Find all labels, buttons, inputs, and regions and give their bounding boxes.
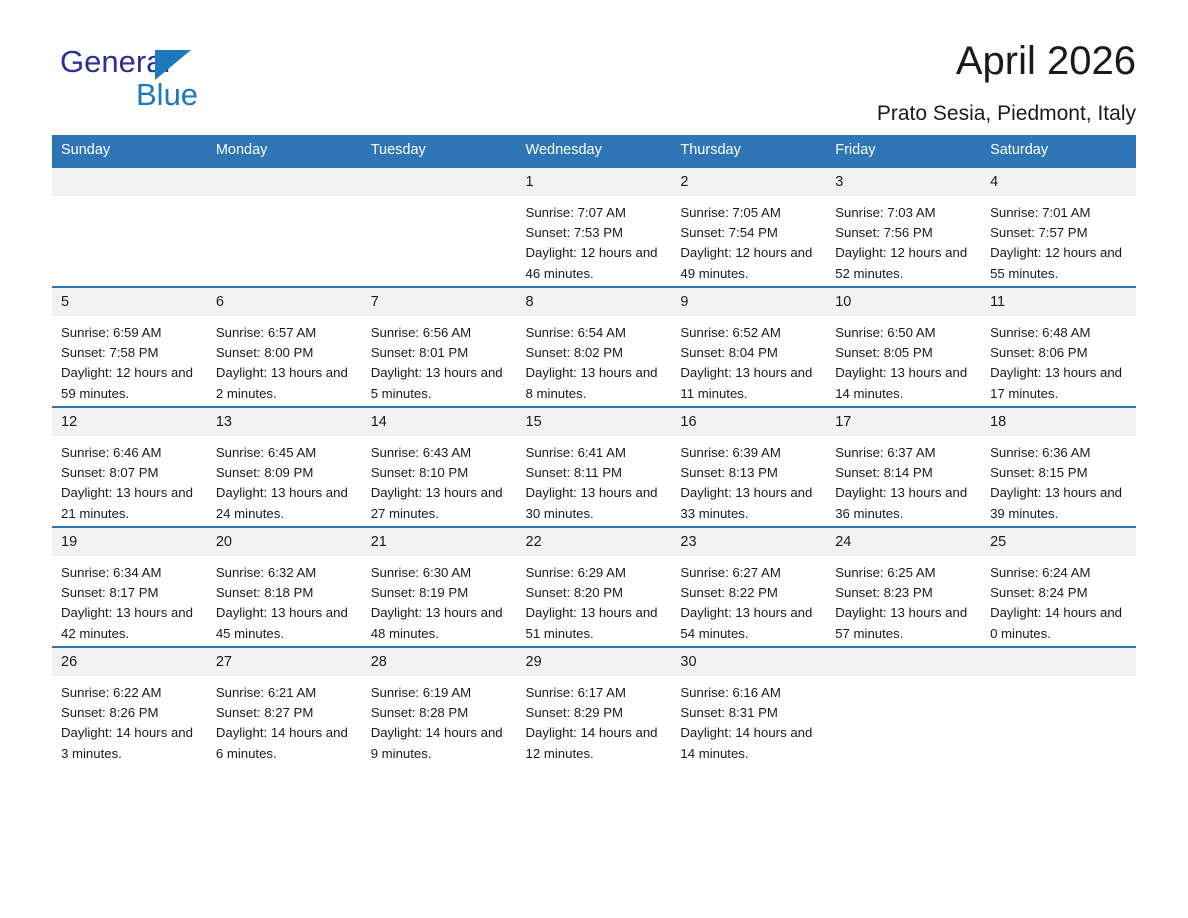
day-cell <box>362 527 517 647</box>
day-number: 11 <box>981 288 1136 316</box>
day-cell <box>981 167 1136 287</box>
day-number: 18 <box>981 408 1136 436</box>
day-info: Sunrise: 6:32 AM Sunset: 8:18 PM Daylight: 13 hours and 45 minutes. <box>215 565 348 641</box>
day-cell <box>517 647 672 766</box>
day-number: 7 <box>362 288 517 316</box>
day-number: 5 <box>52 288 207 316</box>
day-number <box>362 168 517 196</box>
weekday-header-thursday: Thursday <box>671 135 826 167</box>
weekday-header-tuesday: Tuesday <box>362 135 517 167</box>
day-info: Sunrise: 7:03 AM Sunset: 7:56 PM Daylight: 12 hours and 52 minutes. <box>835 205 968 281</box>
day-number <box>826 648 981 676</box>
day-info: Sunrise: 6:36 AM Sunset: 8:15 PM Daylight: 13 hours and 39 minutes. <box>990 445 1123 521</box>
day-info: Sunrise: 6:17 AM Sunset: 8:29 PM Daylight: 14 hours and 12 minutes. <box>525 685 658 761</box>
day-cell <box>981 287 1136 407</box>
day-number: 23 <box>671 528 826 556</box>
day-info: Sunrise: 6:43 AM Sunset: 8:10 PM Daylight: 13 hours and 27 minutes. <box>370 445 503 521</box>
day-cell <box>52 527 207 647</box>
day-info: Sunrise: 6:22 AM Sunset: 8:26 PM Daylight: 14 hours and 3 minutes. <box>61 685 193 761</box>
day-number: 3 <box>826 168 981 196</box>
weekday-header-wednesday: Wednesday <box>517 135 672 167</box>
day-info: Sunrise: 6:39 AM Sunset: 8:13 PM Daylight: 13 hours and 33 minutes. <box>680 445 813 521</box>
day-info: Sunrise: 6:54 AM Sunset: 8:02 PM Daylight: 13 hours and 8 minutes. <box>525 325 658 401</box>
day-number: 19 <box>52 528 207 556</box>
weekday-header-row <box>52 135 1136 167</box>
day-cell <box>671 527 826 647</box>
day-cell <box>362 647 517 766</box>
day-cell <box>826 167 981 287</box>
day-info: Sunrise: 6:37 AM Sunset: 8:14 PM Daylight: 13 hours and 36 minutes. <box>835 445 968 521</box>
day-number: 2 <box>671 168 826 196</box>
day-cell <box>671 407 826 527</box>
day-cell <box>981 407 1136 527</box>
day-number: 10 <box>826 288 981 316</box>
generalblue-logo <box>60 44 320 116</box>
logo-triangle-icon <box>155 50 191 80</box>
calendar-body <box>52 167 1136 766</box>
weekday-header-monday: Monday <box>207 135 362 167</box>
table-row <box>52 167 1136 287</box>
day-cell <box>826 287 981 407</box>
day-cell <box>52 167 207 287</box>
day-info: Sunrise: 6:34 AM Sunset: 8:17 PM Daylight: 13 hours and 42 minutes. <box>61 565 193 641</box>
day-number: 27 <box>207 648 362 676</box>
day-info: Sunrise: 6:21 AM Sunset: 8:27 PM Daylight: 14 hours and 6 minutes. <box>215 685 348 761</box>
day-number: 13 <box>207 408 362 436</box>
day-number: 14 <box>362 408 517 436</box>
day-number: 17 <box>826 408 981 436</box>
day-info <box>826 676 981 683</box>
day-info: Sunrise: 6:57 AM Sunset: 8:00 PM Daylight: 13 hours and 2 minutes. <box>215 325 348 401</box>
day-cell <box>52 407 207 527</box>
title-block <box>877 38 1136 126</box>
day-info <box>981 676 1136 683</box>
logo-text-general: General <box>60 44 171 79</box>
day-info: Sunrise: 6:19 AM Sunset: 8:28 PM Daylight: 14 hours and 9 minutes. <box>370 685 503 761</box>
day-info: Sunrise: 6:16 AM Sunset: 8:31 PM Daylight: 14 hours and 14 minutes. <box>680 685 813 761</box>
table-row <box>52 287 1136 407</box>
day-number: 21 <box>362 528 517 556</box>
day-info: Sunrise: 7:07 AM Sunset: 7:53 PM Daylight: 12 hours and 46 minutes. <box>525 205 658 281</box>
day-number: 24 <box>826 528 981 556</box>
day-info: Sunrise: 7:05 AM Sunset: 7:54 PM Daylight: 12 hours and 49 minutes. <box>680 205 813 281</box>
day-cell <box>671 167 826 287</box>
day-number: 6 <box>207 288 362 316</box>
day-info: Sunrise: 6:29 AM Sunset: 8:20 PM Daylight: 13 hours and 51 minutes. <box>525 565 658 641</box>
day-cell <box>52 287 207 407</box>
day-number <box>52 168 207 196</box>
day-cell <box>826 407 981 527</box>
day-info: Sunrise: 7:01 AM Sunset: 7:57 PM Daylight: 12 hours and 55 minutes. <box>990 205 1123 281</box>
day-cell <box>207 407 362 527</box>
table-row <box>52 527 1136 647</box>
day-cell <box>517 527 672 647</box>
day-number: 22 <box>517 528 672 556</box>
day-cell <box>207 287 362 407</box>
day-info: Sunrise: 6:46 AM Sunset: 8:07 PM Daylight: 13 hours and 21 minutes. <box>61 445 193 521</box>
day-cell <box>52 647 207 766</box>
day-info: Sunrise: 6:48 AM Sunset: 8:06 PM Daylight: 13 hours and 17 minutes. <box>990 325 1123 401</box>
day-cell <box>981 527 1136 647</box>
calendar-table <box>52 135 1136 766</box>
weekday-header-saturday: Saturday <box>981 135 1136 167</box>
day-cell <box>517 407 672 527</box>
day-cell <box>362 167 517 287</box>
table-row <box>52 407 1136 527</box>
day-cell <box>207 167 362 287</box>
day-info: Sunrise: 6:41 AM Sunset: 8:11 PM Daylight: 13 hours and 30 minutes. <box>525 445 658 521</box>
day-number: 26 <box>52 648 207 676</box>
day-cell <box>671 647 826 766</box>
day-cell <box>826 527 981 647</box>
day-number <box>207 168 362 196</box>
day-number: 29 <box>517 648 672 676</box>
day-info: Sunrise: 6:59 AM Sunset: 7:58 PM Daylight: 12 hours and 59 minutes. <box>61 325 193 401</box>
day-cell <box>517 167 672 287</box>
day-cell <box>981 647 1136 766</box>
day-number: 25 <box>981 528 1136 556</box>
day-info: Sunrise: 6:45 AM Sunset: 8:09 PM Daylight: 13 hours and 24 minutes. <box>215 445 348 521</box>
day-number: 30 <box>671 648 826 676</box>
day-number: 12 <box>52 408 207 436</box>
day-cell <box>207 527 362 647</box>
day-info: Sunrise: 6:27 AM Sunset: 8:22 PM Daylight: 13 hours and 54 minutes. <box>680 565 813 641</box>
day-cell <box>207 647 362 766</box>
day-info: Sunrise: 6:30 AM Sunset: 8:19 PM Daylight: 13 hours and 48 minutes. <box>370 565 503 641</box>
day-number: 1 <box>517 168 672 196</box>
day-number: 16 <box>671 408 826 436</box>
weekday-header-sunday: Sunday <box>52 135 207 167</box>
day-cell <box>517 287 672 407</box>
day-cell <box>362 407 517 527</box>
location-subtitle: Prato Sesia, Piedmont, Italy <box>876 102 1136 125</box>
day-info <box>207 196 362 203</box>
page-header <box>52 0 1136 125</box>
day-number: 15 <box>517 408 672 436</box>
table-row <box>52 647 1136 766</box>
day-info: Sunrise: 6:56 AM Sunset: 8:01 PM Daylight: 13 hours and 5 minutes. <box>370 325 503 401</box>
day-info: Sunrise: 6:25 AM Sunset: 8:23 PM Daylight: 13 hours and 57 minutes. <box>835 565 968 641</box>
day-info: Sunrise: 6:50 AM Sunset: 8:05 PM Daylight: 13 hours and 14 minutes. <box>835 325 968 401</box>
day-info: Sunrise: 6:24 AM Sunset: 8:24 PM Daylight: 14 hours and 0 minutes. <box>990 565 1123 641</box>
day-number: 20 <box>207 528 362 556</box>
day-cell <box>826 647 981 766</box>
day-number: 9 <box>671 288 826 316</box>
day-number: 4 <box>981 168 1136 196</box>
day-info <box>362 196 517 203</box>
day-cell <box>671 287 826 407</box>
weekday-header-friday: Friday <box>826 135 981 167</box>
logo-text-blue: Blue <box>136 77 199 112</box>
day-info: Sunrise: 6:52 AM Sunset: 8:04 PM Daylight: 13 hours and 11 minutes. <box>680 325 813 401</box>
page-title: April 2026 <box>955 39 1136 83</box>
day-number: 8 <box>517 288 672 316</box>
day-number <box>981 648 1136 676</box>
day-info <box>52 196 207 203</box>
day-cell <box>362 287 517 407</box>
day-number: 28 <box>362 648 517 676</box>
